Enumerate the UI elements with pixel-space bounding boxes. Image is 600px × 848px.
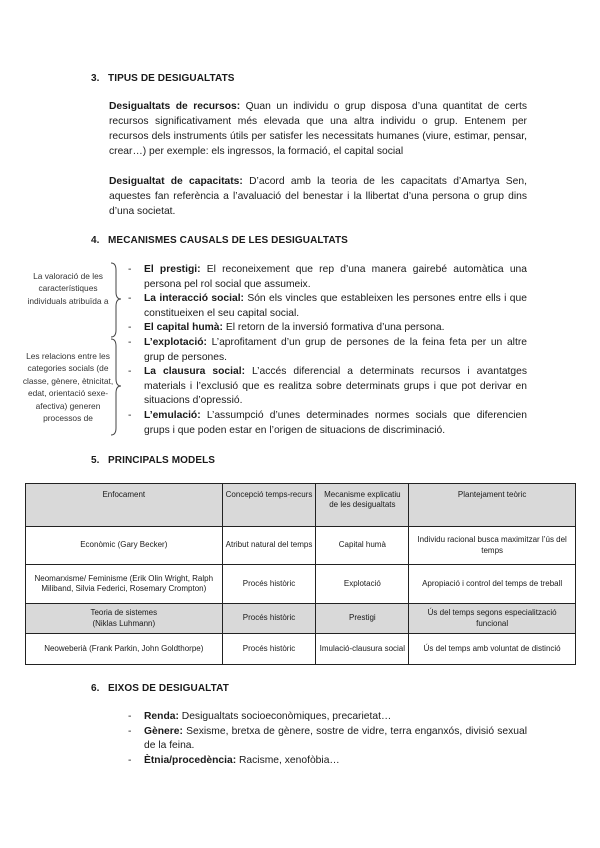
section-title: PRINCIPALS MODELS	[108, 455, 216, 466]
term: L’emulació:	[144, 409, 201, 421]
term: El capital humà:	[144, 322, 223, 334]
list-item: - L’explotació: L’aprofitament d’un grup de persones de la feina feta per un altre grup de persones.	[128, 336, 527, 363]
table-cell: Procés històric	[222, 634, 316, 665]
table-cell: Procés històric	[222, 604, 316, 634]
section-title: EIXOS DE DESIGUALTAT	[108, 683, 229, 694]
definition: Sexisme, bretxa de gènere, sostre de vidre, terra enganxós, divisió sexual de la feina.	[144, 725, 527, 752]
term: Desigualtat de capacitats:	[109, 176, 243, 187]
brace-icon	[108, 262, 122, 338]
definition: L’aprofitament d’un grup de persones de la feina feta per un altre grup de persones.	[144, 336, 527, 363]
term: La clausura social:	[144, 366, 246, 378]
term: Ètnia/procedència:	[144, 754, 237, 766]
term: El prestigi:	[144, 264, 201, 275]
mechanisms-list	[128, 263, 527, 438]
section-4-heading	[91, 235, 348, 246]
column-header: Mecanisme explicatiu de les desigualtats	[316, 484, 409, 527]
definition: El reconeixement que rep d’una manera gairebé automàtica una persona pel rol social que assumeix.	[144, 264, 527, 290]
list-item: - El prestigi: El reconeixement que rep d’una manera gairebé automàtica una persona pel rol social que assumeix.	[128, 264, 527, 290]
table-cell: Neomarxisme/ Feminisme (Erik Olin Wright, Ralph Miliband, Silvia Federici, Rosemary Crompton)	[26, 565, 223, 604]
definition: El retorn de la inversió formativa d’una persona.	[222, 322, 445, 334]
table-cell: Prestigi	[316, 604, 409, 634]
definition: D’acord amb la teoria de les capacitats d’Amartya Sen, aquestes fan referència a l’avaluació del benestar i la llibertat d’una persona o grup dins d’una societat.	[109, 176, 527, 218]
table-cell: Neoweberià (Frank Parkin, John Goldthorpe)	[26, 634, 223, 665]
section-5-heading	[91, 455, 215, 466]
column-header: Plantejament teòric	[409, 484, 576, 527]
definition: Quan un individu o grup disposa d’una quantitat de certs recursos significativament més elevada que una altra individu o grup. Entenem per recursos dels instruments útils per satisfer les necessitats humanes (viure, estimar, pensar, crear…) per exemple: els ingressos, la formació, el capital social	[109, 101, 527, 158]
section-number: 3.	[91, 73, 100, 84]
brace-icon	[108, 338, 122, 436]
term: L’explotació:	[144, 336, 207, 348]
term: Renda:	[144, 711, 179, 722]
definition: Són els vincles que estableixen les persones entre ells i que constitueixen el seu capital social.	[144, 293, 527, 319]
term: Gènere:	[144, 725, 183, 737]
list-item: - Gènere: Sexisme, bretxa de gènere, sostre de vidre, terra enganxós, divisió sexual de la feina.	[128, 725, 527, 752]
table-cell: Procés històric	[222, 565, 316, 604]
list-item: - La clausura social: L’accés diferencial a determinats recursos i avantatges materials i l’exclusió que es realitza sobre determinats grups i que pot derivar en situacions d’opressió.	[128, 366, 528, 407]
side-note-relations: Les relacions entre les categories socials (de classe, gènere, ètnicitat, edat, orientació sexe-afectiva) generen processos de	[22, 351, 114, 424]
table-cell: Explotació	[316, 565, 409, 604]
table-row	[26, 634, 576, 665]
list-item: - El capital humà: El retorn de la inversió formativa d’una persona.	[128, 322, 445, 334]
definition: L’accés diferencial a determinats recursos i avantatges materials i l’exclusió que es realitza sobre determinats grups i que pot derivar en situacions d’opressió.	[144, 366, 528, 407]
section-6-heading	[91, 683, 229, 694]
section-number: 4.	[91, 235, 100, 246]
table-cell: Capital humà	[316, 527, 409, 565]
table-cell: Apropiació i control del temps de treball	[409, 565, 576, 604]
section-title: TIPUS DE DESIGUALTATS	[108, 73, 235, 84]
table-cell: Econòmic (Gary Becker)	[26, 527, 223, 565]
list-item: - Ètnia/procedència: Racisme, xenofòbia…	[128, 754, 340, 766]
side-note-valuation: La valoració de les característiques individuals atribuïda a	[27, 271, 109, 306]
table-row	[26, 565, 576, 604]
table-cell: Ús del temps segons especialització funcional	[409, 604, 576, 634]
list-item: - L’emulació: L’assumpció d’unes determinades normes socials que diferencien grups i que poden estar en l’origen de situacions de discriminació.	[128, 409, 527, 436]
table-cell: Atribut natural del temps	[222, 527, 316, 565]
column-header: Enfocament	[26, 484, 223, 527]
section-number: 6.	[91, 683, 100, 694]
table-cell: Ús del temps amb voluntat de distinció	[409, 634, 576, 665]
definition: Racisme, xenofòbia…	[236, 754, 340, 766]
definition: L’assumpció d’unes determinades normes socials que diferencien grups i que poden estar en l’origen de situacions de discriminació.	[144, 409, 527, 436]
term: La interacció social:	[144, 293, 244, 305]
column-header: Concepció temps-recurs	[222, 484, 316, 527]
axes-list	[128, 710, 527, 768]
section-number: 5.	[91, 455, 100, 466]
table-cell: Teoria de sistemes (Niklas Luhmann)	[26, 604, 223, 634]
term: Desigualtats de recursos:	[109, 101, 241, 112]
table-row	[26, 604, 576, 634]
section-3-heading	[91, 73, 235, 84]
paragraph-capacities	[109, 174, 527, 219]
list-item: - La interacció social: Són els vincles que estableixen les persones entre ells i que constitueixen el seu capital social.	[128, 293, 527, 319]
models-table	[25, 483, 576, 665]
table-row	[26, 527, 576, 565]
definition: Desigualtats socioeconòmiques, precarietat…	[178, 711, 392, 722]
section-title: MECANISMES CAUSALS DE LES DESIGUALTATS	[108, 235, 348, 246]
table-cell: Individu racional busca maximitzar l’ús del temps	[409, 527, 576, 565]
table-header-row	[26, 484, 576, 527]
paragraph-resources	[109, 99, 527, 159]
list-item: - Renda: Desigualtats socioeconòmiques, precarietat…	[128, 711, 392, 722]
table-cell: Imulació-clausura social	[316, 634, 409, 665]
